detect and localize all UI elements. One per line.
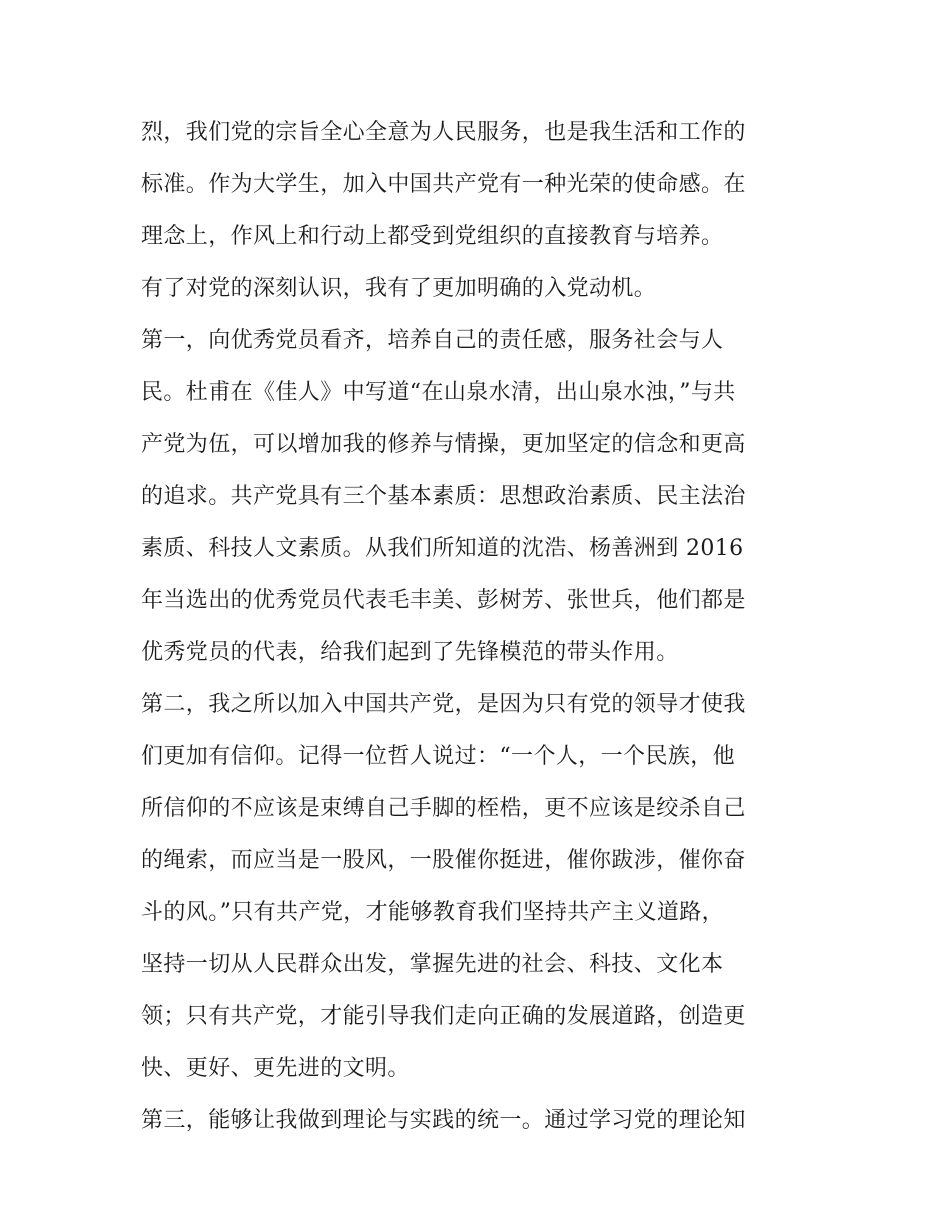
text-line: 所信仰的不应该是束缚自己手脚的桎梏，更不应该是绞杀自己 <box>141 796 746 821</box>
text-line: 素质、科技人文素质。从我们所知道的沈浩、杨善洲到 2016 <box>141 536 744 561</box>
text-line: 领；只有共产党，才能引导我们走向正确的发展道路，创造更 <box>141 1004 746 1029</box>
text-line: 的绳索，而应当是一股风，一股催你挺进，催你跋涉，催你奋 <box>141 848 746 873</box>
text-line: 第二，我之所以加入中国共产党，是因为只有党的领导才使我 <box>141 692 746 717</box>
text-line: 斗的风。”只有共产党，才能够教育我们坚持共产主义道路， <box>141 900 725 925</box>
text-line: 的追求。共产党具有三个基本素质：思想政治素质、民主法治 <box>141 484 746 509</box>
text-line: 烈，我们党的宗旨全心全意为人民服务，也是我生活和工作的 <box>141 120 746 145</box>
text-line: 们更加有信仰。记得一位哲人说过：“一个人，一个民族，他 <box>141 744 736 769</box>
text-line: 产党为伍，可以增加我的修养与情操，更加坚定的信念和更高 <box>141 432 746 457</box>
text-line: 快、更好、更先进的文明。 <box>141 1056 410 1081</box>
text-line: 优秀党员的代表，给我们起到了先锋模范的带头作用。 <box>141 640 679 665</box>
text-line: 有了对党的深刻认识，我有了更加明确的入党动机。 <box>141 276 657 301</box>
text-line: 第一，向优秀党员看齐，培养自己的责任感，服务社会与人 <box>141 328 724 353</box>
text-line: 理念上，作风上和行动上都受到党组织的直接教育与培养。 <box>141 224 724 249</box>
text-line: 民。杜甫在《佳人》中写道“在山泉水清，出山泉水浊，”与共 <box>141 380 736 405</box>
text-line: 第三，能够让我做到理论与实践的统一。通过学习党的理论知 <box>141 1108 746 1133</box>
text-line: 标准。作为大学生，加入中国共产党有一种光荣的使命感。在 <box>141 172 746 197</box>
text-line: 年当选出的优秀党员代表毛丰美、彭树芳、张世兵，他们都是 <box>141 588 746 613</box>
text-line: 坚持一切从人民群众出发，掌握先进的社会、科技、文化本 <box>141 952 724 977</box>
body-text <box>141 107 821 1147</box>
